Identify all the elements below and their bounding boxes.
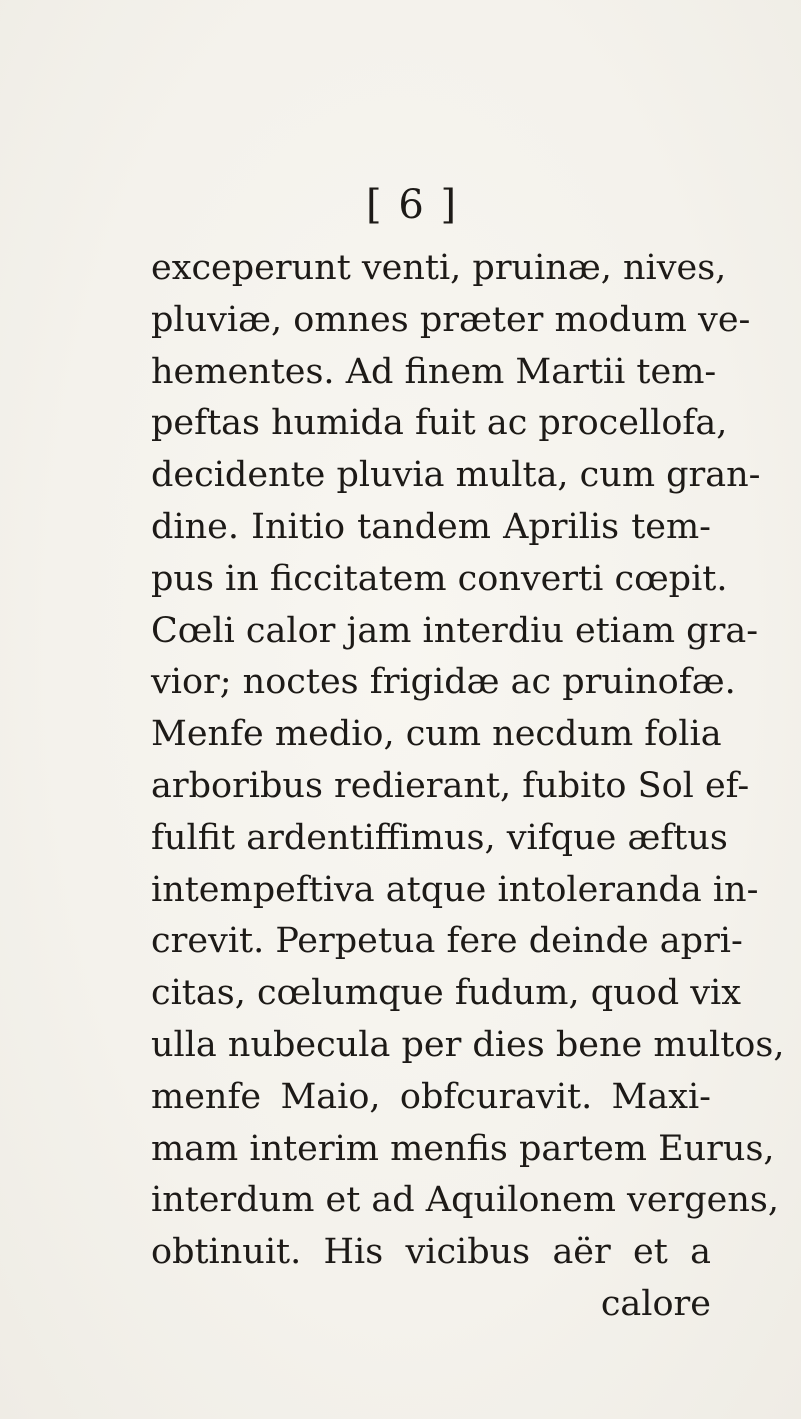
text-line: peftas humida fuit ac procellofa, xyxy=(151,403,728,444)
text-line: fulfit ardentiffimus, vifque æftus xyxy=(151,817,728,858)
text-line: exceperunt venti, pruinæ, nives, xyxy=(151,248,727,288)
text-line: citas, cœlumque fudum, quod vix xyxy=(151,973,741,1014)
text-line: obtinuit. His vicibus aër et a xyxy=(151,1232,711,1273)
text-line: menfe Maio, obfcuravit. Maxi- xyxy=(151,1076,711,1117)
text-line: pus in ficcitatem converti cœpit. xyxy=(151,558,728,599)
text-line: intempeftiva atque intoleranda in- xyxy=(151,869,759,910)
text-line: interdum et ad Aquilonem vergens, xyxy=(151,1180,780,1221)
text-line: hementes. Ad finem Martii tem- xyxy=(151,351,717,392)
body-text xyxy=(151,243,785,1331)
catchword: calore xyxy=(600,1283,711,1324)
text-line: pluviæ, omnes præter modum ve- xyxy=(151,299,751,340)
page-number: [ 6 ] xyxy=(366,182,459,228)
text-line: arboribus redierant, fubito Sol ef- xyxy=(151,765,750,806)
text-line: ulla nubecula per dies bene multos, xyxy=(151,1024,785,1065)
text-line: crevit. Perpetua fere deinde apri- xyxy=(151,921,743,962)
text-line: decidente pluvia multa, cum gran- xyxy=(151,455,761,496)
text-line: vior; noctes frigidæ ac pruinofæ. xyxy=(151,662,736,703)
text-line: Cœli calor jam interdiu etiam gra- xyxy=(151,610,759,651)
text-line: dine. Initio tandem Aprilis tem- xyxy=(151,506,711,547)
text-line: mam interim menfis partem Eurus, xyxy=(151,1128,775,1169)
text-line: Menfe medio, cum necdum folia xyxy=(151,714,722,755)
